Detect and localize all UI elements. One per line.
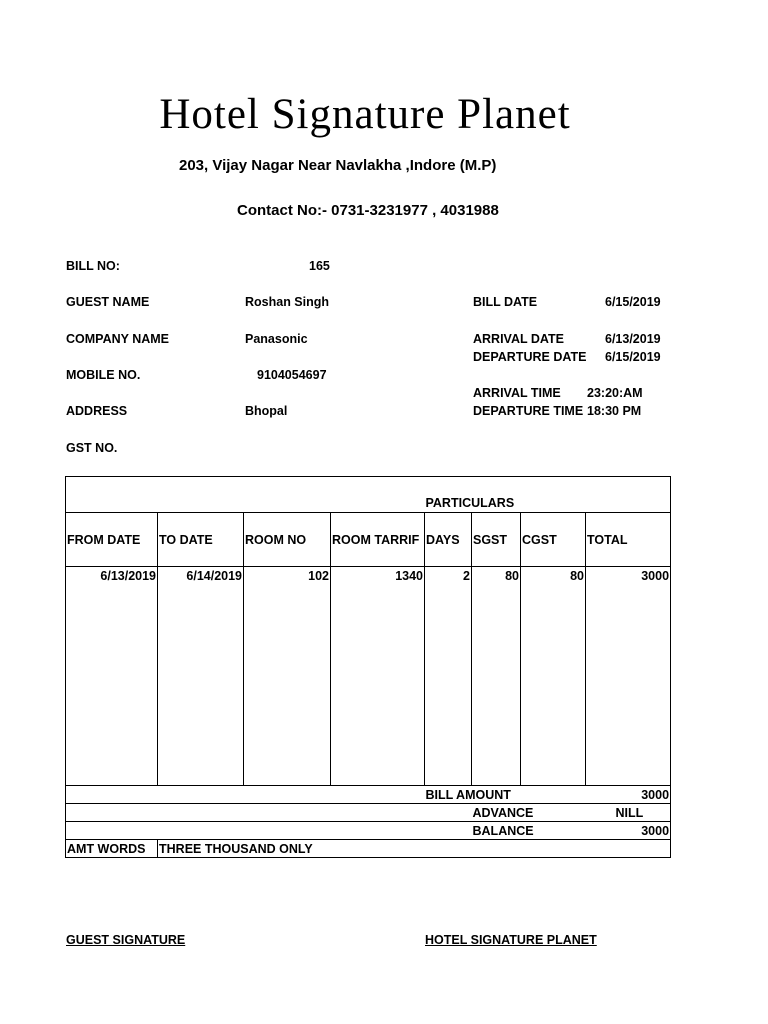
cell-to-date: 6/14/2019 <box>158 567 244 786</box>
cell-days: 2 <box>425 567 472 786</box>
arrival-time-value: 23:20:AM <box>587 386 643 400</box>
col-header-room-tarrif: ROOM TARRIF <box>331 513 425 567</box>
cell-total: 3000 <box>586 567 671 786</box>
col-header-cgst: CGST <box>521 513 586 567</box>
hotel-contact: Contact No:- 0731-3231977 , 4031988 <box>237 202 499 219</box>
hotel-signature: HOTEL SIGNATURE PLANET <box>425 933 597 947</box>
guest-name-label: GUEST NAME <box>66 295 150 309</box>
arrival-date-value: 6/13/2019 <box>605 332 661 346</box>
cell-sgst: 80 <box>472 567 521 786</box>
bill-date-value: 6/15/2019 <box>605 295 661 309</box>
balance-row <box>66 822 671 840</box>
hotel-address: 203, Vijay Nagar Near Navlakha ,Indore (M.P) <box>179 157 497 174</box>
cell-cgst: 80 <box>521 567 586 786</box>
gst-label: GST NO. <box>66 441 118 455</box>
mobile-label: MOBILE NO. <box>66 368 141 382</box>
company-name-label: COMPANY NAME <box>66 332 170 346</box>
arrival-date-label: ARRIVAL DATE <box>473 332 564 346</box>
bill-no-value: 165 <box>309 259 330 273</box>
address-label: ADDRESS <box>66 404 128 418</box>
cell-from-date: 6/13/2019 <box>66 567 158 786</box>
bill-amount-row <box>66 786 671 804</box>
col-header-sgst: SGST <box>472 513 521 567</box>
table-row <box>66 567 671 786</box>
col-header-days: DAYS <box>425 513 472 567</box>
departure-time-label: DEPARTURE TIME <box>473 404 584 418</box>
amt-words-label: AMT WORDS <box>66 840 158 858</box>
col-header-room-no: ROOM NO <box>244 513 331 567</box>
cell-room-tarrif: 1340 <box>331 567 425 786</box>
advance-value: NILL <box>586 804 671 822</box>
col-header-to-date: TO DATE <box>158 513 244 567</box>
balance-label: BALANCE <box>472 822 586 840</box>
company-name-value: Panasonic <box>245 332 308 346</box>
bill-amount-label: BILL AMOUNT <box>425 786 586 804</box>
table-header-row <box>66 513 671 567</box>
col-header-total: TOTAL <box>586 513 671 567</box>
amt-words-value: THREE THOUSAND ONLY <box>158 840 671 858</box>
bill-no-label: BILL NO: <box>66 259 120 273</box>
guest-signature: GUEST SIGNATURE <box>66 933 186 947</box>
hotel-name: Hotel Signature Planet <box>159 91 571 138</box>
bill-table <box>65 476 671 858</box>
departure-time-value: 18:30 PM <box>587 404 642 418</box>
mobile-value: 9104054697 <box>257 368 327 382</box>
departure-date-value: 6/15/2019 <box>605 350 661 364</box>
balance-value: 3000 <box>586 822 671 840</box>
address-value: Bhopal <box>245 404 288 418</box>
particulars-row <box>66 477 671 513</box>
arrival-time-label: ARRIVAL TIME <box>473 386 561 400</box>
particulars-heading: PARTICULARS <box>425 477 671 513</box>
advance-label: ADVANCE <box>472 804 586 822</box>
col-header-from-date: FROM DATE <box>66 513 158 567</box>
cell-room-no: 102 <box>244 567 331 786</box>
amt-words-row <box>66 840 671 858</box>
bill-amount-value: 3000 <box>586 786 671 804</box>
bill-date-label: BILL DATE <box>473 295 538 309</box>
advance-row <box>66 804 671 822</box>
departure-date-label: DEPARTURE DATE <box>473 350 587 364</box>
guest-name-value: Roshan Singh <box>245 295 330 309</box>
